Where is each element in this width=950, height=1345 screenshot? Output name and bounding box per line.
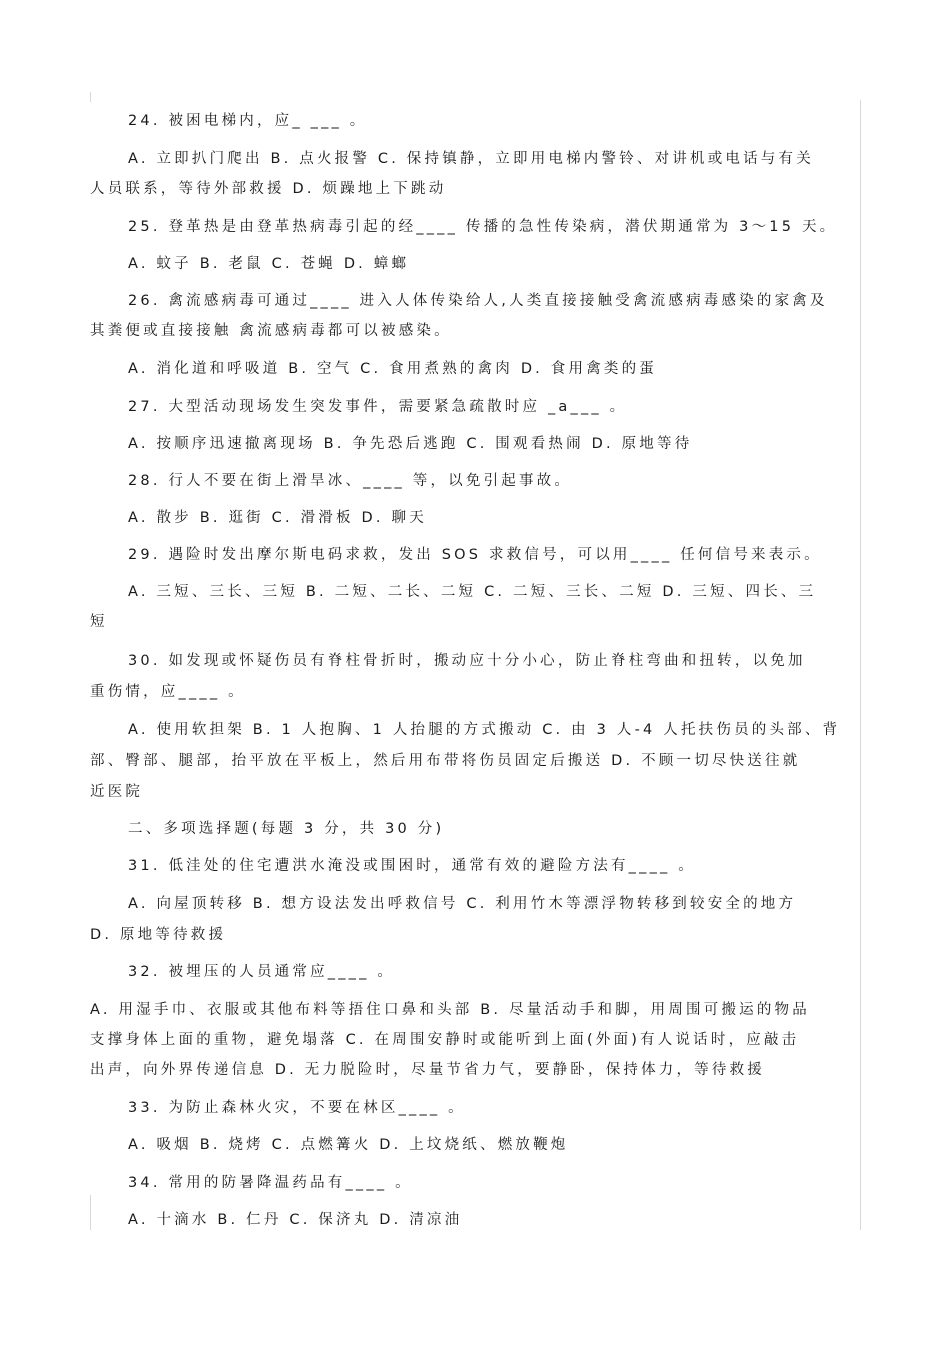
- question-34: 34. 常用的防暑降温药品有____ 。: [128, 1175, 413, 1191]
- question-26-options: A. 消化道和呼吸道 B. 空气 C. 食用煮熟的禽肉 D. 食用禽类的蛋: [128, 361, 657, 377]
- question-30-options: A. 使用软担架 B. 1 人抱胸、1 人抬腿的方式搬动 C. 由 3 人-4 人托扶伤员的头部、背: [128, 722, 841, 738]
- question-24: 24. 被困电梯内，应_ ___ 。: [128, 113, 368, 129]
- page-border-left-bottom: [90, 1195, 91, 1230]
- question-33-options: A. 吸烟 B. 烧烤 C. 点燃篝火 D. 上坟烧纸、燃放鞭炮: [128, 1137, 569, 1153]
- question-32: 32. 被埋压的人员通常应____ 。: [128, 964, 396, 980]
- question-25-options: A. 蚊子 B. 老鼠 C. 苍蝇 D. 蟑螂: [128, 256, 410, 272]
- question-27-options: A. 按顺序迅速撤离现场 B. 争先恐后逃跑 C. 围观看热闹 D. 原地等待: [128, 436, 693, 452]
- page-border-top: [90, 92, 91, 102]
- question-31-options: A. 向屋顶转移 B. 想方设法发出呼救信号 C. 利用竹木等漂浮物转移到较安全的地方: [128, 896, 797, 912]
- question-24-options-cont: 人员联系，等待外部救援 D. 烦躁地上下跳动: [90, 181, 447, 197]
- section-heading-multiple-choice: 二、多项选择题(每题 3 分，共 30 分): [128, 821, 445, 837]
- question-33: 33. 为防止森林火灾，不要在林区____ 。: [128, 1100, 466, 1116]
- question-28-options: A. 散步 B. 逛街 C. 滑滑板 D. 聊天: [128, 510, 427, 526]
- page-border-right: [860, 100, 861, 1230]
- question-26-cont: 其粪便或直接接触 禽流感病毒都可以被感染。: [90, 323, 452, 339]
- question-30-options-cont-2: 近医院: [90, 784, 144, 800]
- question-30-options-cont: 部、臀部、腿部，抬平放在平板上，然后用布带将伤员固定后搬送 D. 不顾一切尽快送往就: [90, 753, 801, 769]
- question-31: 31. 低洼处的住宅遭洪水淹没或围困时，通常有效的避险方法有____ 。: [128, 858, 696, 874]
- question-32-options-cont: 支撑身体上面的重物，避免塌落 C. 在周围安静时或能听到上面(外面)有人说话时，应敲击: [90, 1032, 800, 1048]
- question-31-options-cont: D. 原地等待救援: [90, 927, 227, 943]
- question-28: 28. 行人不要在街上滑旱冰、____ 等，以免引起事故。: [128, 473, 573, 489]
- question-29-options: A. 三短、三长、三短 B. 二短、二长、二短 C. 二短、三长、二短 D. 三短、四长、三: [128, 584, 817, 600]
- question-25: 25. 登革热是由登革热病毒引起的经____ 传播的急性传染病，潜伏期通常为 3～15 天。: [128, 219, 838, 235]
- question-32-options: A. 用湿手巾、衣服或其他布料等捂住口鼻和头部 B. 尽量活动手和脚，用周围可搬运的物品: [90, 1002, 810, 1018]
- question-29: 29. 遇险时发出摩尔斯电码求救，发出 SOS 求救信号，可以用____ 任何信号来表示。: [128, 547, 822, 563]
- question-24-options: A. 立即扒门爬出 B. 点火报警 C. 保持镇静，立即用电梯内警铃、对讲机或电话与有关: [128, 151, 814, 167]
- question-30-cont: 重伤情，应____ 。: [90, 684, 246, 700]
- question-30: 30. 如发现或怀疑伤员有脊柱骨折时，搬动应十分小心，防止脊柱弯曲和扭转，以免加: [128, 653, 806, 669]
- question-32-options-cont-2: 出声，向外界传递信息 D. 无力脱险时，尽量节省力气，要静卧，保持体力，等待救援: [90, 1062, 765, 1078]
- question-27: 27. 大型活动现场发生突发事件，需要紧急疏散时应 _a___ 。: [128, 399, 628, 415]
- question-29-options-cont: 短: [90, 614, 108, 630]
- question-34-options: A. 十滴水 B. 仁丹 C. 保济丸 D. 清凉油: [128, 1212, 463, 1228]
- question-26: 26. 禽流感病毒可通过____ 进入人体传染给人,人类直接接触受禽流感病毒感染的家禽及: [128, 293, 828, 309]
